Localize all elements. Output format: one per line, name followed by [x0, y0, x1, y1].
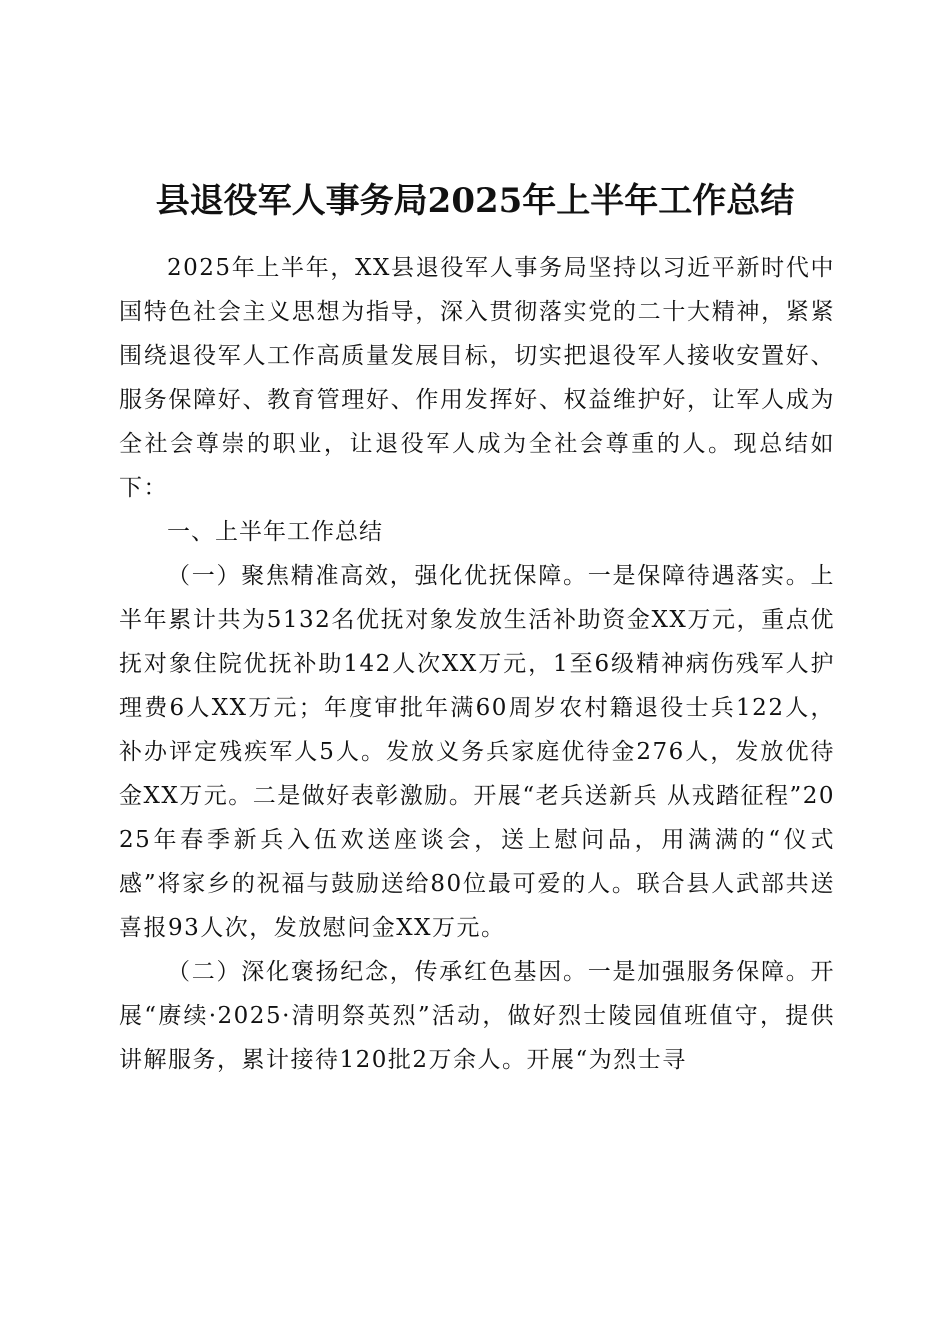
document-body — [119, 246, 835, 1082]
intro-paragraph: 2025年上半年，XX县退役军人事务局坚持以习近平新时代中国特色社会主义思想为指导，深入贯彻落实党的二十大精神，紧紧围绕退役军人工作高质量发展目标，切实把退役军人接收安置好、服务保障好、教育管理好、作用发挥好、权益维护好，让军人成为全社会尊崇的职业，让退役军人成为全社会尊重的人。现总结如下： — [119, 255, 835, 501]
paragraph-1: （一）聚焦精准高效，强化优抚保障。一是保障待遇落实。上半年累计共为5132名优抚对象发放生活补助资金XX万元，重点优抚对象住院优抚补助142人次XX万元，1至6级精神病伤残军人护理费6人XX万元；年度审批年满60周岁农村籍退役士兵122人，补办评定残疾军人5人。发放义务兵家庭优待金276人，发放优待金XX万元。二是做好表彰激励。开展“老兵送新兵 从戎踏征程”2025年春季新兵入伍欢送座谈会，送上慰问品，用满满的“仪式感”将家乡的祝福与鼓励送给80位最可爱的人。联合县人武部共送喜报93人次，发放慰问金XX万元。 — [119, 563, 835, 941]
paragraph-2: （二）深化褒扬纪念，传承红色基因。一是加强服务保障。开展“赓续·2025·清明祭英烈”活动，做好烈士陵园值班值守，提供讲解服务，累计接待120批2万余人。开展“为烈士寻 — [119, 959, 835, 1073]
document-title: 县退役军人事务局2025年上半年工作总结 — [155, 181, 795, 221]
section-heading: 一、上半年工作总结 — [167, 519, 383, 545]
